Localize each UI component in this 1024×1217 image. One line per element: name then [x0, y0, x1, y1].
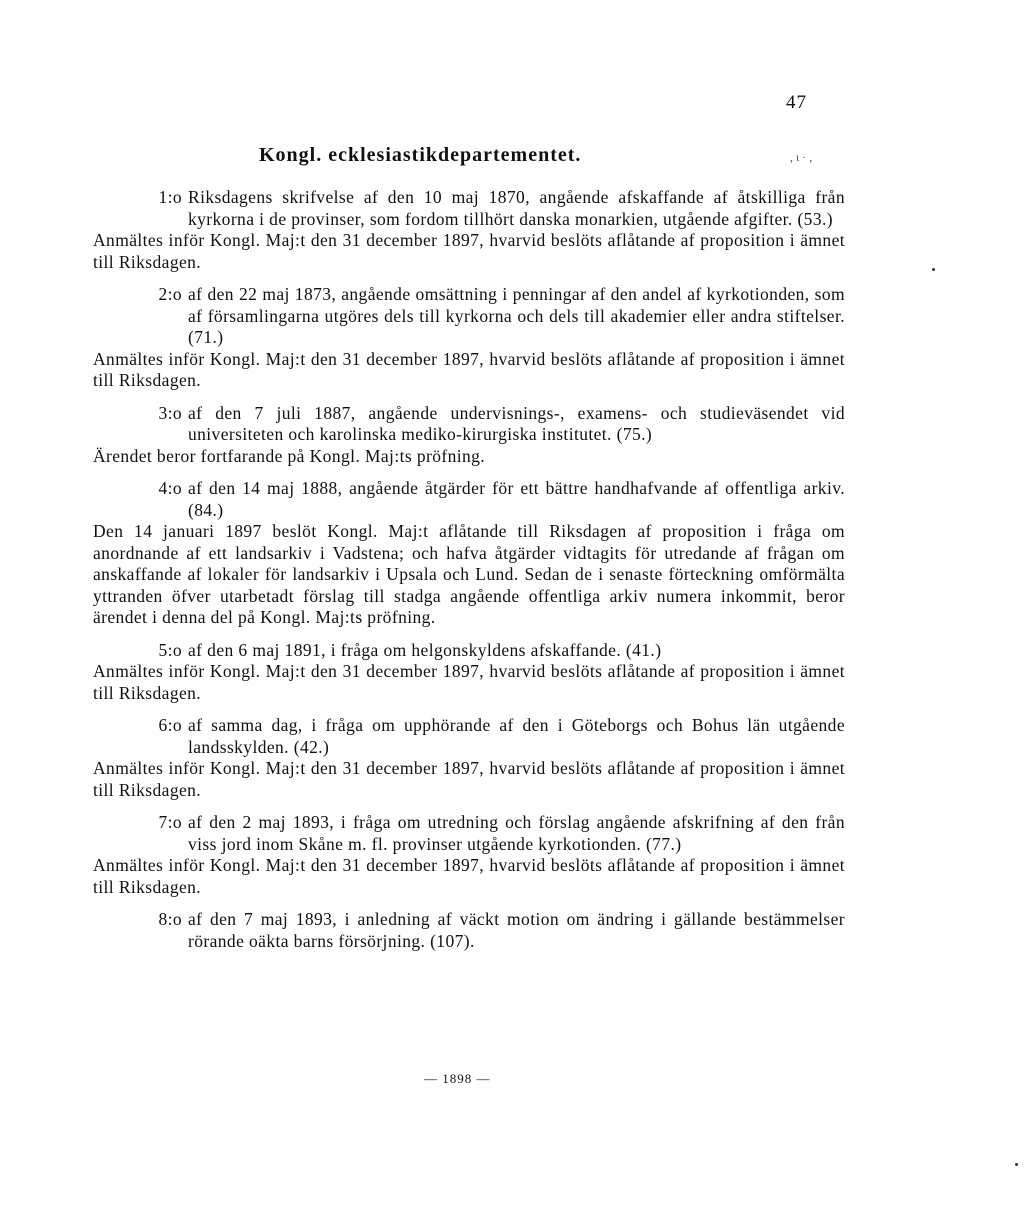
page-footer: — 1898 — — [424, 1071, 491, 1086]
page-heading: Kongl. ecklesiastikdepartementet. — [259, 144, 582, 166]
item-note: Ärendet beror fortfarande på Kongl. Maj:ts pröfning. — [93, 445, 486, 466]
item-number: 1:o — [158, 187, 182, 207]
scan-speck — [1015, 1163, 1018, 1166]
document-body — [93, 187, 845, 952]
item-text: af den 22 maj 1873, angående omsättning i penningar af den andel af kyrkotionden, som af församlingarna utgöres dels till kyrkorna och dels till akademier eller andra stiftelser. (71.) — [188, 284, 845, 347]
item-number: 3:o — [158, 402, 182, 423]
item-note: Anmältes inför Kongl. Maj:t den 31 december 1897, hvarvid beslöts aflåtande af proposition i ämnet till Riksdagen. — [93, 855, 845, 897]
list-item — [93, 640, 845, 662]
item-number: 5:o — [158, 639, 182, 660]
scan-marks: , ι · , — [790, 150, 813, 164]
list-item — [93, 478, 845, 521]
item-note: Anmältes inför Kongl. Maj:t den 31 december 1897, hvarvid beslöts aflåtande af proposition i ämnet till Riksdagen. — [93, 758, 845, 800]
scan-speck — [932, 268, 935, 271]
item-note: Anmältes inför Kongl. Maj:t den 31 december 1897, hvarvid beslöts aflåtande af proposition i ämnet till Riksdagen. — [93, 230, 845, 272]
item-number: 4:o — [158, 478, 182, 498]
list-item — [93, 909, 845, 952]
item-number: 6:o — [158, 715, 182, 735]
item-text: af den 2 maj 1893, i fråga om utredning och förslag angående afskrifning af den från viss jord inom Skåne m. fl. provinser utgående kyrkotionden. (77.) — [188, 812, 845, 854]
item-number: 8:o — [158, 909, 182, 929]
item-note: Anmältes inför Kongl. Maj:t den 31 december 1897, hvarvid beslöts aflåtande af proposition i ämnet till Riksdagen. — [93, 661, 845, 703]
item-text: Riksdagens skrifvelse af den 10 maj 1870, angående afskaffande af åtskilliga från kyrkorna i de provinser, som fordom tillhört danska monarkien, utgående afgifter. (53.) — [188, 187, 845, 229]
item-text: af den 7 juli 1887, angående undervisnings-, examens- och studieväsendet vid universiteten och karolinska mediko-kirurgiska institutet. (75.) — [188, 402, 845, 444]
item-text: af den 14 maj 1888, angående åtgärder för ett bättre handhafvande af offentliga arkiv. (84.) — [188, 478, 845, 520]
list-item — [93, 403, 845, 446]
item-text: af samma dag, i fråga om upphörande af den i Göteborgs och Bohus län utgående landsskylden. (42.) — [188, 715, 845, 757]
item-number: 7:o — [158, 812, 182, 832]
list-item — [93, 284, 845, 349]
item-note: Den 14 januari 1897 beslöt Kongl. Maj:t aflåtande till Riksdagen af proposition i fråga om anordnande af ett landsarkiv i Vadstena; och hafva åtgärder vidtagits för utredande af frågan om anskaffande af lokaler för landsarkiv i Upsala och Lund. Sedan de i senaste förteckning omförmälta yttranden öfver utarbetadt förslag till stadga angående offentliga arkiv numera inkommit, beror ärendet i denna del på Kongl. Maj:ts pröfning. — [93, 521, 845, 627]
item-text: af den 6 maj 1891, i fråga om helgonskyldens afskaffande. (41.) — [188, 639, 662, 660]
list-item — [93, 715, 845, 758]
item-text: af den 7 maj 1893, i anledning af väckt motion om ändring i gällande bestämmelser rörande oäkta barns försörjning. (107). — [188, 909, 845, 951]
item-note: Anmältes inför Kongl. Maj:t den 31 december 1897, hvarvid beslöts aflåtande af proposition i ämnet till Riksdagen. — [93, 348, 845, 390]
list-item — [93, 187, 845, 230]
list-item — [93, 812, 845, 855]
item-number: 2:o — [158, 284, 182, 304]
page-number: 47 — [786, 92, 807, 113]
